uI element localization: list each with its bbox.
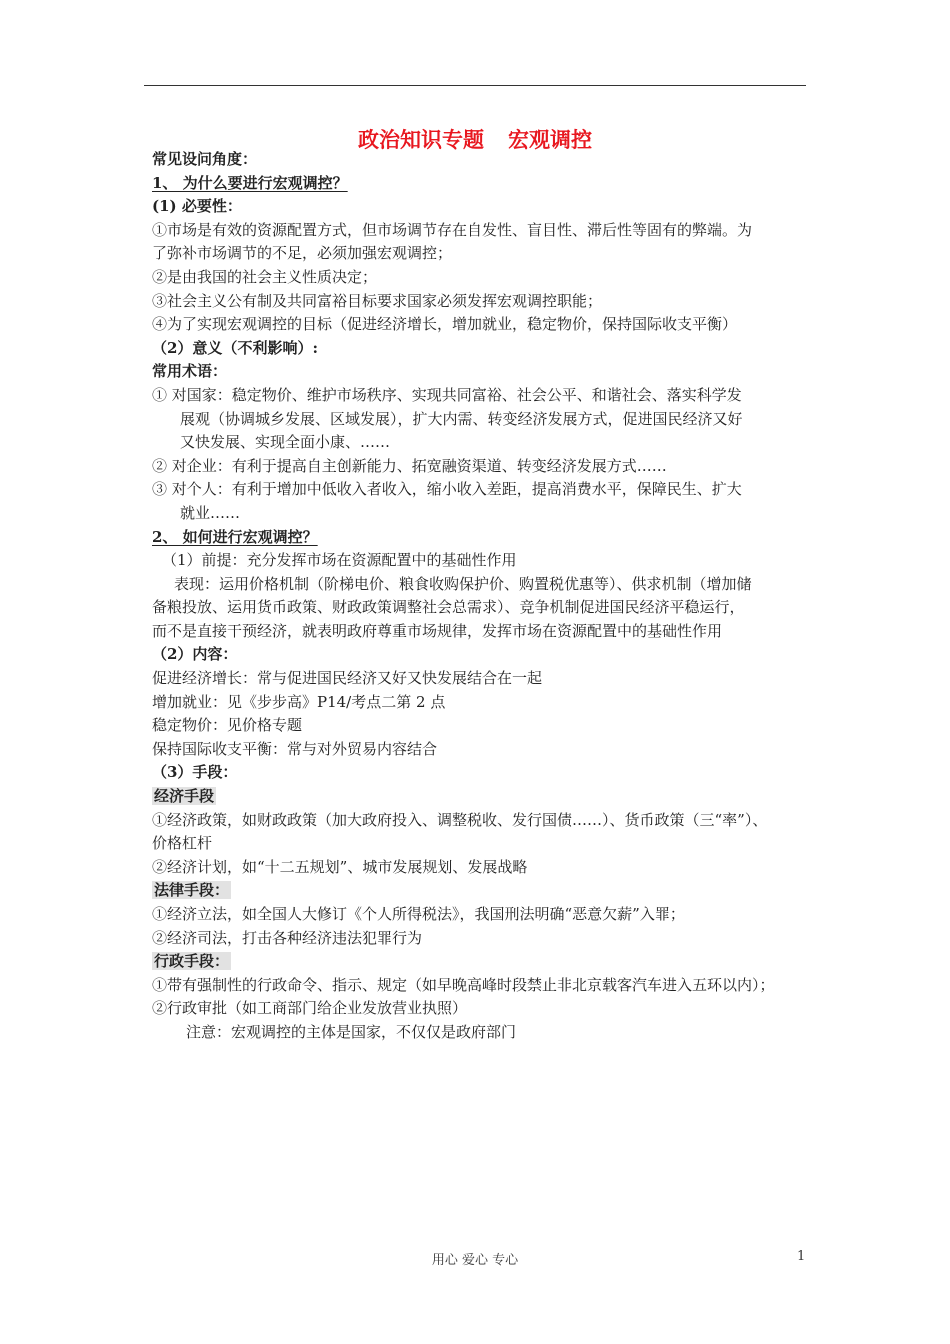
text-line (152, 360, 792, 384)
text-line (152, 997, 792, 1021)
text-line (152, 384, 792, 408)
line-text: （1）前提：充分发挥市场在资源配置中的基础性作用 (162, 551, 517, 570)
text-line (152, 974, 792, 998)
line-text: 常用术语： (152, 362, 228, 381)
text-line (152, 832, 792, 856)
line-text: ②是由我国的社会主义性质决定； (152, 267, 378, 286)
text-line (152, 455, 792, 479)
line-text: 法律手段： (154, 881, 230, 900)
line-text: 常见设问角度： (152, 150, 258, 168)
text-line (152, 290, 792, 314)
page-number: 1 (797, 1249, 806, 1264)
line-text: ①经济立法，如全国人大修订《个人所得税法》，我国刑法明确“恶意欠薪”入罪； (152, 905, 685, 923)
line-text: ②经济计划，如“十二五规划”、城市发展规划、发展战略 (152, 857, 528, 876)
title-part-2: 宏观调控 (508, 127, 592, 152)
text-line (152, 643, 792, 667)
line-text: 展观（协调城乡发展、区域发展），扩大内需、转变经济发展方式，促进国民经济又好 (180, 409, 743, 428)
text-line (152, 667, 792, 691)
text-line (152, 691, 792, 715)
line-text: ②经济司法，打击各种经济违法犯罪行为 (152, 928, 423, 947)
line-text: 行政手段： (154, 952, 230, 971)
line-text: 备粮投放、运用货币政策、财政政策调整社会总需求）、竞争机制促进国民经济平稳运行， (152, 598, 745, 617)
line-text: 1、 为什么要进行宏观调控？ (152, 173, 348, 192)
text-line (152, 242, 792, 266)
line-text: 注意：宏观调控的主体是国家，不仅仅是政府部门 (186, 1022, 517, 1041)
text-line (152, 526, 792, 550)
line-text: ② 对企业：有利于提高自主创新能力、拓宽融资渠道、转变经济发展方式…… (152, 456, 667, 475)
line-text: ③社会主义公有制及共同富裕目标要求国家必须发挥宏观调控职能； (152, 291, 603, 310)
text-line (152, 620, 792, 644)
line-text: 增加就业：见《步步高》P14/考点二第 2 点 (152, 692, 446, 711)
text-line (152, 738, 792, 762)
text-line (152, 172, 792, 196)
line-text: ③ 对个人：有利于增加中低收入者收入，缩小收入差距，提高消费水平，保障民生、扩大 (152, 480, 742, 499)
text-line (152, 809, 792, 833)
line-text: ①经济政策，如财政政策（加大政府投入、调整税收、发行国债……）、货币政策（三“率”）、 (152, 810, 768, 829)
text-line (152, 313, 792, 337)
text-line (152, 761, 792, 785)
line-text: 保持国际收支平衡：常与对外贸易内容结合 (152, 739, 438, 758)
text-line (152, 573, 792, 597)
line-text: （2）意义（不利影响）: (152, 338, 318, 357)
text-line (152, 879, 792, 903)
line-text: 稳定物价：见价格专题 (152, 716, 303, 735)
line-text: 就业…… (180, 503, 241, 522)
line-text: ①带有强制性的行政命令、指示、规定（如早晚高峰时段禁止非北京载客汽车进入五环以内）； (152, 975, 775, 994)
text-line (152, 903, 792, 927)
text-line (152, 785, 792, 809)
text-line (152, 337, 792, 361)
text-line (152, 549, 792, 573)
title-part-1: 政治知识专题 (358, 127, 484, 152)
text-line (152, 856, 792, 880)
text-line (152, 1021, 792, 1045)
text-line (152, 596, 792, 620)
text-line (152, 266, 792, 290)
line-text: ①市场是有效的资源配置方式，但市场调节存在自发性、盲目性、滞后性等固有的弊端。为 (152, 220, 753, 239)
line-text: 表现：运用价格机制（阶梯电价、粮食收购保护价、购置税优惠等）、供求机制（增加储 (174, 574, 752, 593)
text-line (152, 148, 792, 172)
document-body (152, 148, 792, 1045)
text-line (152, 927, 792, 951)
line-text: ④为了实现宏观调控的目标（促进经济增长，增加就业，稳定物价，保持国际收支平衡） (152, 315, 738, 334)
line-text: 2、 如何进行宏观调控？ (152, 527, 318, 546)
line-text: ②行政审批（如工商部门给企业发放营业执照） (152, 999, 468, 1018)
line-text: 而不是直接干预经济，就表明政府尊重市场规律，发挥市场在资源配置中的基础性作用 (152, 621, 723, 640)
header-rule (144, 85, 806, 86)
line-text: ① 对国家：稳定物价、维护市场秩序、实现共同富裕、社会公平、和谐社会、落实科学发 (152, 385, 742, 404)
line-text: 了弥补市场调节的不足，必须加强宏观调控； (152, 244, 453, 263)
text-line (152, 408, 792, 432)
text-line (152, 502, 792, 526)
text-line (152, 478, 792, 502)
line-text: 促进经济增长：常与促进国民经济又好又快发展结合在一起 (152, 669, 543, 688)
text-line (152, 195, 792, 219)
text-line (152, 431, 792, 455)
line-text: 价格杠杆 (152, 834, 213, 853)
line-text: （3）手段： (152, 763, 238, 782)
text-line (152, 950, 792, 974)
line-text: （2）内容： (152, 645, 238, 664)
line-text: 又快发展、实现全面小康、…… (180, 433, 391, 452)
text-line (152, 219, 792, 243)
text-line (152, 714, 792, 738)
line-text: 经济手段 (154, 787, 215, 806)
footer-text: 用心 爱心 专心 (431, 1253, 519, 1268)
line-text: (1) 必要性： (152, 197, 242, 216)
